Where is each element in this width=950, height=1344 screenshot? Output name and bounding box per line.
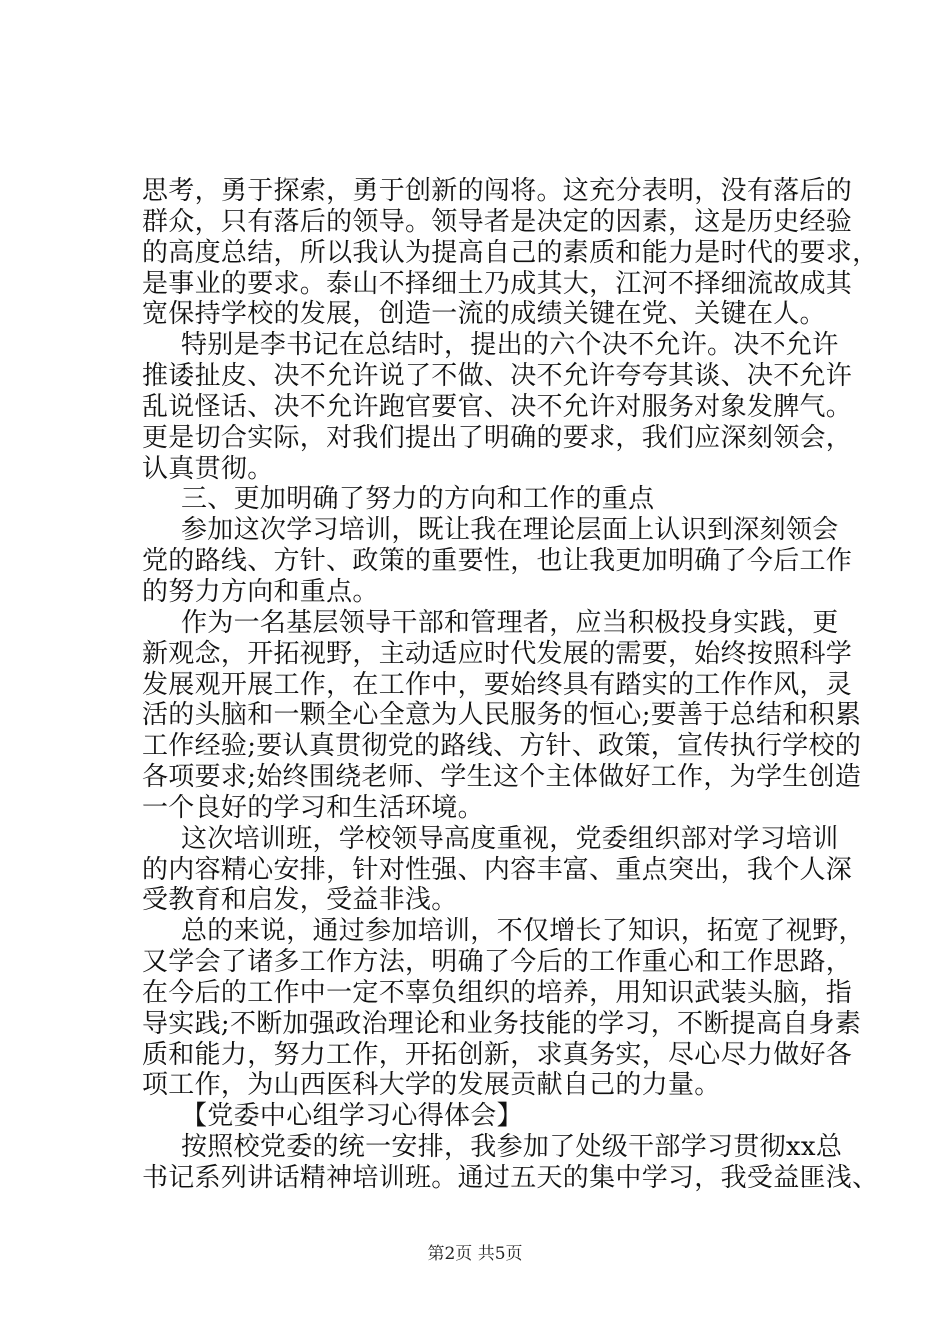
text-line: 思考，勇于探索，勇于创新的闯将。这充分表明，没有落后的 [142,176,853,206]
text-line: 推诿扯皮、决不允许说了不做、决不允许夸夸其谈、决不允许 [142,361,853,392]
text-line: 总的来说，通过参加培训，不仅增长了知识，拓宽了视野， [181,916,865,947]
text-line: 质和能力，努力工作，开拓创新，求真务实，尽心尽力做好各 [142,1039,853,1070]
text-line: 党的路线、方针、政策的重要性，也让我更加明确了今后工作 [142,546,853,577]
page-number-footer: 第2页 共5页 [427,1244,523,1264]
text-line: 【党委中心组学习心得体会】 [181,1101,523,1132]
text-line: 这次培训班，学校领导高度重视，党委组织部对学习培训 [181,823,839,854]
text-line: 的内容精心安排，针对性强、内容丰富、重点突出，我个人深 [142,854,853,885]
text-line: 又学会了诸多工作方法，明确了今后的工作重心和工作思路， [142,947,853,978]
text-line: 活的头脑和一颗全心全意为人民服务的恒心;要善于总结和积累 [142,700,862,731]
text-line: 按照校党委的统一安排，我参加了处级干部学习贯彻xx总 [181,1132,843,1163]
text-line: 的努力方向和重点。 [142,576,379,607]
text-line: 受教育和启发，受益非浅。 [142,885,458,916]
text-line: 特别是李书记在总结时，提出的六个决不允许。决不允许 [181,330,839,361]
text-line: 宽保持学校的发展，创造一流的成绩关键在党、关键在人。 [142,299,826,330]
text-line: 更是切合实际，对我们提出了明确的要求，我们应深刻领会， [142,422,853,453]
text-line: 三、更加明确了努力的方向和工作的重点 [181,484,655,515]
text-line: 各项要求;始终围绕老师、学生这个主体做好工作，为学生创造 [142,762,862,793]
text-line: 导实践;不断加强政治理论和业务技能的学习，不断提高自身素 [142,1008,862,1039]
text-line: 书记系列讲话精神培训班。通过五天的集中学习，我受益匪浅、 [142,1163,879,1193]
text-line: 认真贯彻。 [142,453,274,484]
text-line: 群众，只有落后的领导。领导者是决定的因素，这是历史经验 [142,206,853,237]
text-line: 参加这次学习培训，既让我在理论层面上认识到深刻领会 [181,515,839,546]
text-line: 一个良好的学习和生活环境。 [142,792,484,823]
text-line: 发展观开展工作，在工作中，要始终具有踏实的工作作风，灵 [142,669,853,700]
text-line: 乱说怪话、决不允许跑官要官、决不允许对服务对象发脾气。 [142,391,853,422]
text-line: 工作经验;要认真贯彻党的路线、方针、政策，宣传执行学校的 [142,731,862,762]
text-line: 是事业的要求。泰山不择细土乃成其大，江河不择细流故成其 [142,268,853,299]
text-line: 项工作，为山西医科大学的发展贡献自己的力量。 [142,1070,721,1101]
document-body [142,176,879,1194]
text-line: 的高度总结，所以我认为提高自己的素质和能力是时代的要求， [142,237,879,268]
text-line: 作为一名基层领导干部和管理者，应当积极投身实践，更 [181,607,839,638]
text-line: 新观念，开拓视野，主动适应时代发展的需要，始终按照科学 [142,638,853,669]
text-line: 在今后的工作中一定不辜负组织的培养，用知识武装头脑，指 [142,977,853,1008]
